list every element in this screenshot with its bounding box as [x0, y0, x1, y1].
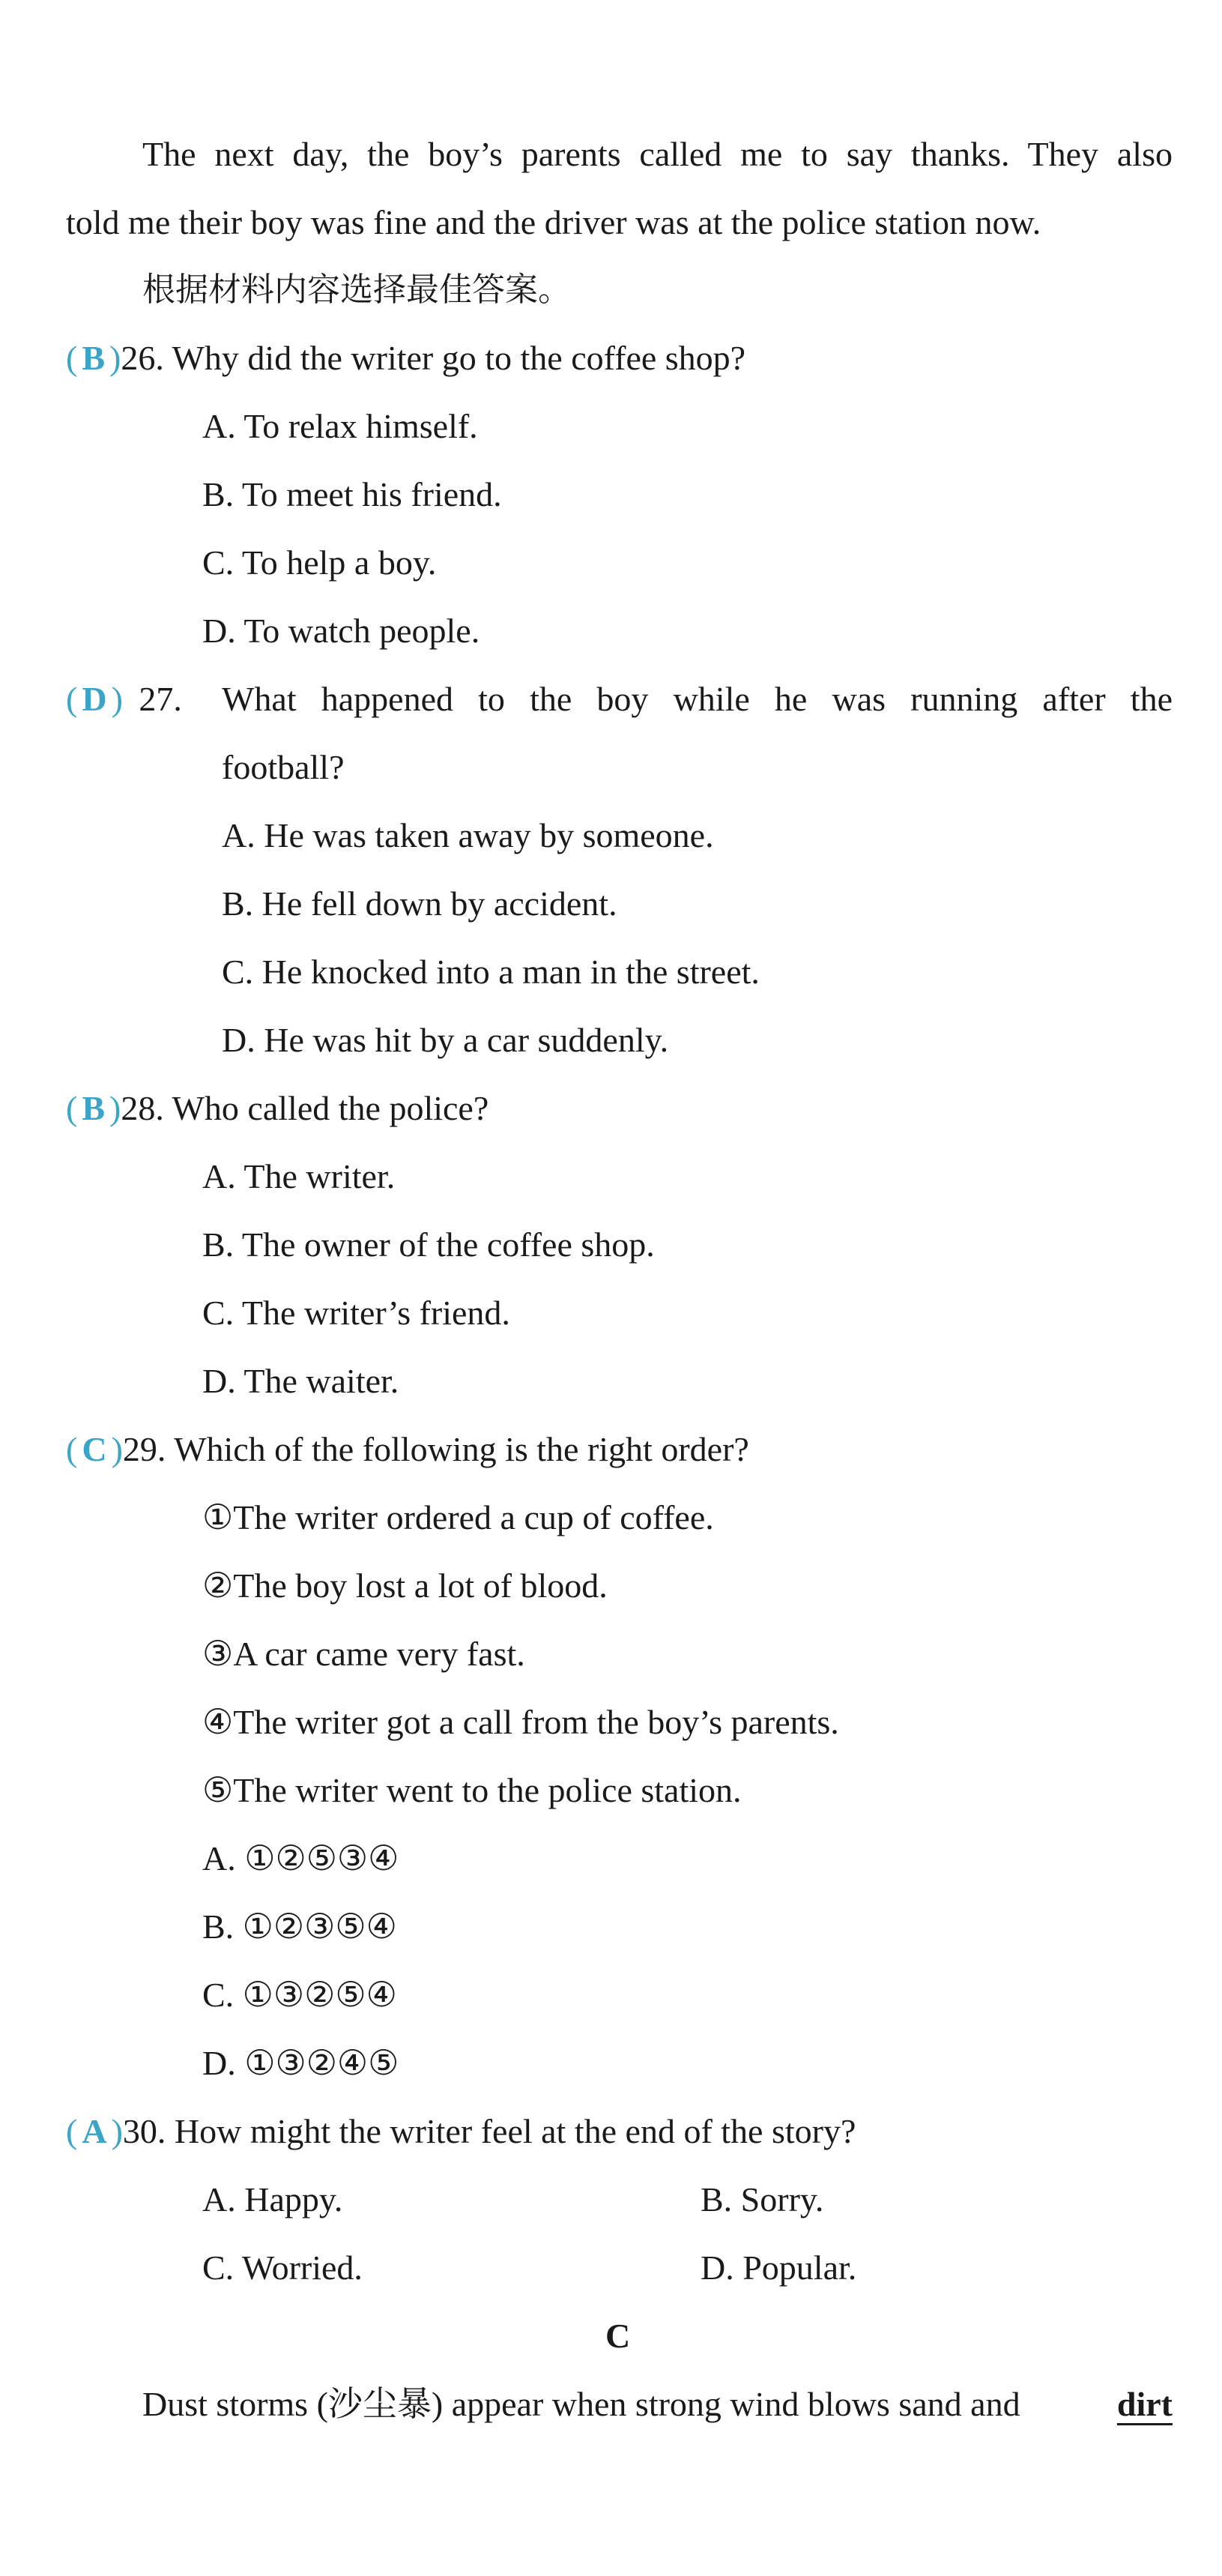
- q27-option-a: A. He was taken away by someone.: [222, 816, 714, 854]
- question-text: Why did the writer go to the coffee shop?: [172, 339, 746, 377]
- q27-option-b: B. He fell down by accident.: [222, 884, 617, 923]
- question-number: 26.: [121, 339, 164, 377]
- q29-option-c: C. ①③②⑤④: [202, 1976, 397, 2014]
- q28-option-b: B. The owner of the coffee shop.: [202, 1225, 655, 1264]
- question-number: 30.: [122, 2112, 166, 2150]
- q30-option-c: C. Worried.: [202, 2248, 363, 2287]
- q26-option-a: A. To relax himself.: [202, 407, 478, 445]
- answer-27: D: [82, 680, 107, 718]
- section-heading: C: [605, 2317, 631, 2355]
- question-text: Who called the police?: [172, 1089, 489, 1127]
- section-intro-text: Dust storms (沙尘暴) appear when strong wind blows sand and: [142, 2385, 1020, 2423]
- question-27: ( D ) 27.: [66, 680, 182, 718]
- q29-statement-3: ③A car came very fast.: [202, 1635, 525, 1673]
- highlighted-word: dirt: [1116, 2385, 1173, 2423]
- q27-option-c: C. He knocked into a man in the street.: [222, 953, 760, 991]
- question-number: 27.: [139, 680, 182, 718]
- passage-line-1: The next day, the boy’s parents called me to say thanks. They also: [142, 135, 1173, 173]
- q29-statement-1: ①The writer ordered a cup of coffee.: [202, 1498, 714, 1536]
- question-text: How might the writer feel at the end of the story?: [174, 2112, 856, 2150]
- q26-option-b: B. To meet his friend.: [202, 475, 502, 513]
- q27-option-d: D. He was hit by a car suddenly.: [222, 1021, 669, 1059]
- q28-option-d: D. The waiter.: [202, 1362, 399, 1400]
- question-28: ( B )28. Who called the police?: [66, 1089, 489, 1127]
- q29-statement-2: ②The boy lost a lot of blood.: [202, 1566, 608, 1605]
- answer-30: A: [82, 2112, 107, 2150]
- question-number: 29.: [122, 1430, 166, 1468]
- q30-option-b: B. Sorry.: [701, 2180, 824, 2218]
- q26-option-d: D. To watch people.: [202, 612, 480, 650]
- instruction-text: 根据材料内容选择最佳答案。: [142, 271, 571, 309]
- q28-option-a: A. The writer.: [202, 1157, 396, 1195]
- q29-statement-5: ⑤The writer went to the police station.: [202, 1771, 742, 1809]
- question-29: ( C )29. Which of the following is the right order?: [66, 1430, 749, 1468]
- answer-26: B: [82, 339, 106, 377]
- question-30: ( A )30. How might the writer feel at the end of the story?: [66, 2112, 856, 2150]
- passage-line-2: told me their boy was fine and the driver was at the police station now.: [66, 203, 1041, 241]
- answer-paren: (: [66, 339, 78, 377]
- q30-option-d: D. Popular.: [701, 2248, 857, 2287]
- question-27-text-line1: What happened to the boy while he was running after the: [222, 680, 1173, 718]
- question-number: 28.: [121, 1089, 164, 1127]
- q29-statement-4: ④The writer got a call from the boy’s parents.: [202, 1703, 839, 1741]
- question-27-text-line2: football?: [222, 748, 345, 786]
- q29-option-b: B. ①②③⑤④: [202, 1907, 397, 1946]
- question-text: Which of the following is the right order?: [174, 1430, 749, 1468]
- section-intro: [142, 2387, 1173, 2422]
- q30-option-a: A. Happy.: [202, 2180, 343, 2218]
- q26-option-c: C. To help a boy.: [202, 543, 437, 582]
- question-26: ( B )26. Why did the writer go to the coffee shop?: [66, 339, 746, 377]
- q28-option-c: C. The writer’s friend.: [202, 1294, 510, 1332]
- answer-28: B: [82, 1089, 106, 1127]
- q29-option-d: D. ①③②④⑤: [202, 2044, 399, 2082]
- answer-29: C: [82, 1430, 107, 1468]
- q29-option-a: A. ①②⑤③④: [202, 1839, 399, 1877]
